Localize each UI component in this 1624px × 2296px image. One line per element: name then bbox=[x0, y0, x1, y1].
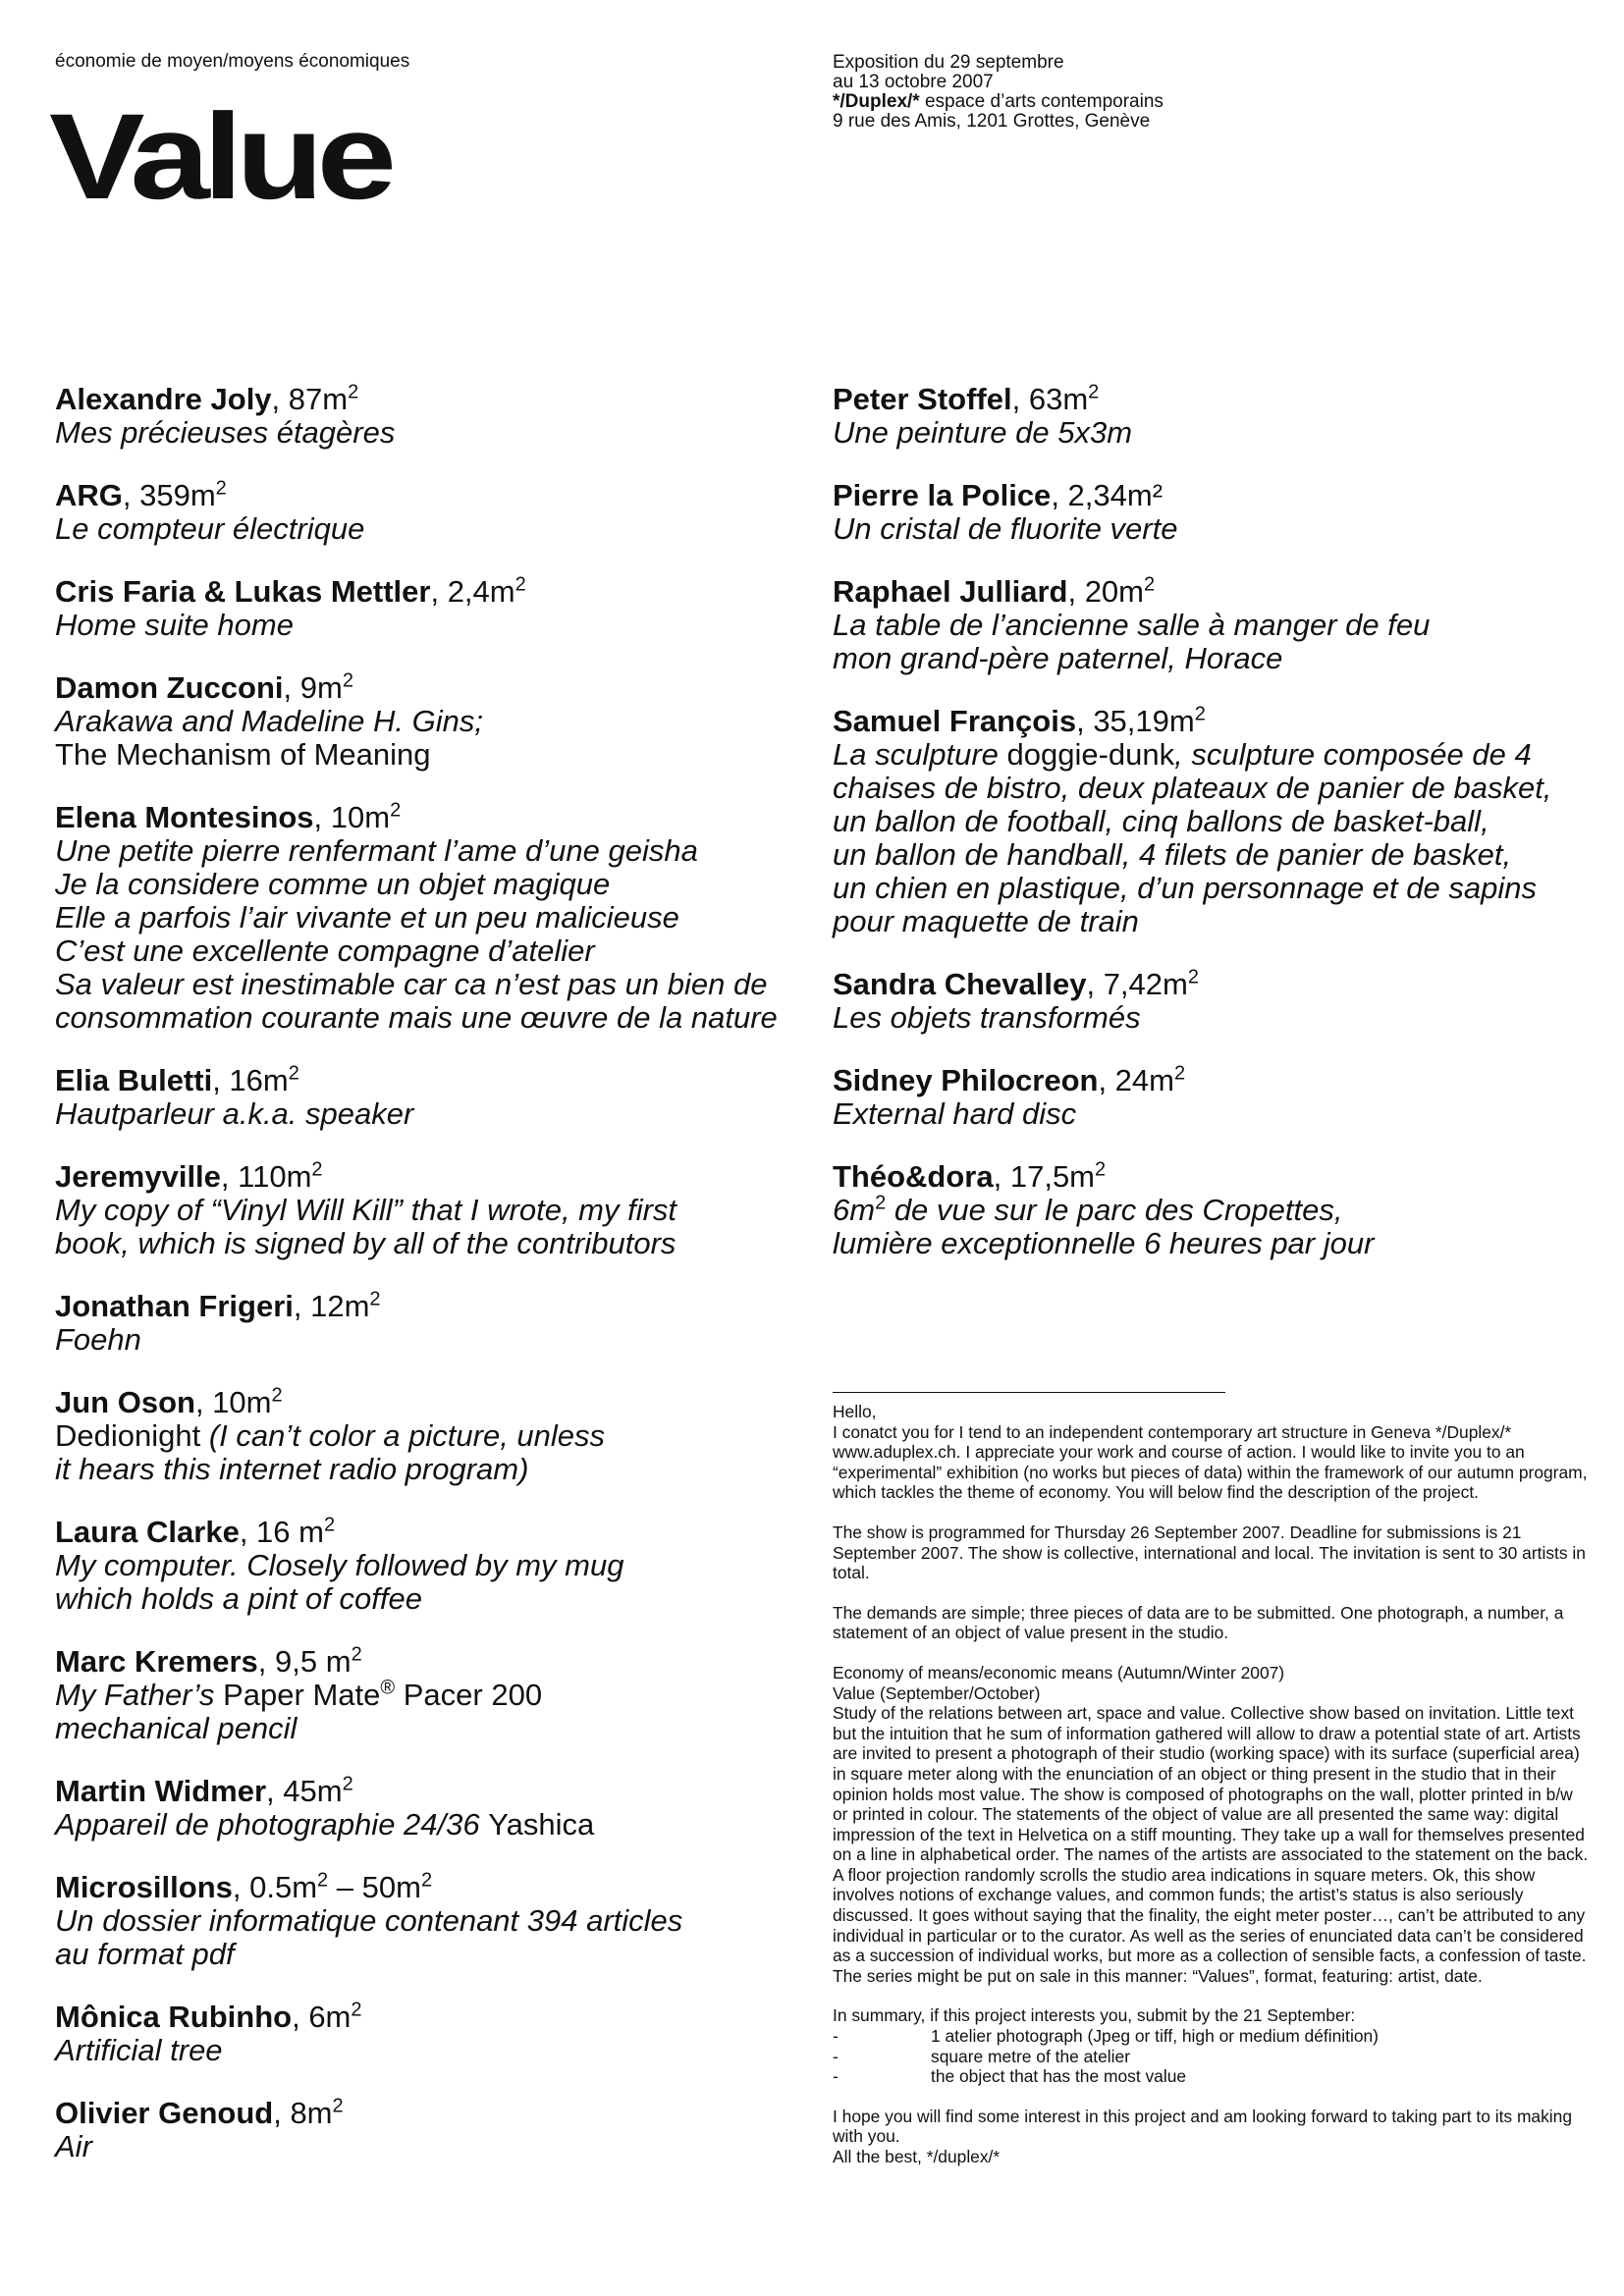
list-dash: - bbox=[833, 2046, 839, 2066]
object-line: un chien en plastique, d’un personnage et de sapins bbox=[833, 871, 1537, 905]
area-exponent: 2 bbox=[271, 1384, 283, 1407]
object-line bbox=[833, 1194, 1598, 1227]
studio-area: , 2,4m bbox=[430, 574, 515, 609]
studio-area: , 17,5m bbox=[993, 1159, 1096, 1194]
artist-name: Laura Clarke bbox=[55, 1515, 240, 1549]
venue-line-2: au 13 octobre 2007 bbox=[833, 72, 994, 92]
object-line: which holds a pint of coffee bbox=[55, 1581, 422, 1616]
area-exponent: 2 bbox=[369, 1288, 381, 1310]
object-line: pour maquette de train bbox=[833, 904, 1139, 938]
artist-name: Sidney Philocreon bbox=[833, 1063, 1099, 1097]
list-dash: - bbox=[833, 2066, 839, 2087]
artist-heading bbox=[55, 1290, 821, 1323]
area-exponent: 2 bbox=[1173, 1062, 1186, 1085]
object-line: un ballon de football, cinq ballons de basket-ball, bbox=[833, 804, 1489, 838]
artist-name: Mônica Rubinho bbox=[55, 2000, 293, 2034]
list-item bbox=[833, 2047, 1589, 2067]
artist-name: Peter Stoffel bbox=[833, 382, 1012, 416]
artist-heading bbox=[833, 968, 1598, 1001]
venue-name: */Duplex/* bbox=[833, 91, 920, 112]
artist-entry bbox=[55, 1871, 821, 1971]
artist-entry bbox=[55, 1064, 821, 1131]
studio-area: , 87m bbox=[271, 382, 349, 416]
area-exponent: 2 bbox=[1194, 703, 1206, 725]
artist-heading bbox=[55, 383, 821, 416]
artist-heading bbox=[833, 479, 1598, 512]
area-exponent: 2 bbox=[875, 1192, 887, 1214]
area-exponent: 2 bbox=[351, 1643, 362, 1666]
studio-area: , 16m bbox=[212, 1063, 289, 1097]
object-line: My computer. Closely followed by my mug bbox=[55, 1548, 624, 1582]
object-line: Home suite home bbox=[55, 608, 294, 642]
letter-summary bbox=[833, 2005, 1589, 2086]
letter-intro bbox=[833, 1402, 1589, 1503]
artist-entry bbox=[55, 2097, 821, 2163]
artist-list-right bbox=[833, 383, 1598, 1290]
object-line: it hears this internet radio program) bbox=[55, 1452, 529, 1486]
artist-list-left bbox=[55, 383, 821, 2193]
object-italic: (I can’t color a picture, unless bbox=[208, 1418, 606, 1453]
artist-heading bbox=[833, 383, 1598, 416]
venue-description: espace d’arts contemporains bbox=[919, 91, 1164, 112]
object-line: au format pdf bbox=[55, 1937, 235, 1971]
artist-entry bbox=[833, 968, 1598, 1035]
artist-entry bbox=[55, 2001, 821, 2067]
artist-name: Raphael Julliard bbox=[833, 574, 1068, 609]
object-line: Artificial tree bbox=[55, 2033, 223, 2067]
artist-heading bbox=[833, 575, 1598, 609]
object-italic: de vue sur le parc des Cropettes, bbox=[886, 1193, 1343, 1227]
object-line: Une peinture de 5x3m bbox=[833, 415, 1133, 450]
artist-heading bbox=[55, 1516, 821, 1549]
list-item bbox=[833, 2066, 1589, 2087]
object-upright: Pacer 200 bbox=[395, 1678, 543, 1712]
artist-heading bbox=[55, 1064, 821, 1097]
artist-entry bbox=[55, 479, 821, 546]
letter-description bbox=[833, 1663, 1589, 1987]
object-line: La table de l’ancienne salle à manger de feu bbox=[833, 608, 1431, 642]
object-line: un ballon de handball, 4 filets de panier de basket, bbox=[833, 837, 1512, 872]
divider bbox=[833, 1392, 1225, 1393]
artist-name: ARG bbox=[55, 478, 123, 512]
area-exponent: 2 bbox=[420, 1869, 433, 1892]
artist-heading bbox=[55, 1160, 821, 1194]
artist-heading bbox=[833, 1064, 1598, 1097]
letter-demands: The demands are simple; three pieces of data are to be submitted. One photograph, a number, a statement of an object of value present in the studio. bbox=[833, 1602, 1564, 1643]
object-line: C’est une excellente compagne d’atelier bbox=[55, 934, 595, 968]
letter-summary-text: In summary, if this project interests you, submit by the 21 September: bbox=[833, 2005, 1356, 2026]
area-exponent: 2 bbox=[351, 1999, 362, 2021]
venue-info bbox=[833, 53, 1164, 132]
object-italic: My Father’s bbox=[55, 1678, 224, 1712]
area-exponent: 2 bbox=[1088, 381, 1100, 403]
list-item-text: square metre of the atelier bbox=[931, 2046, 1130, 2066]
artist-name: Elena Montesinos bbox=[55, 800, 314, 834]
venue-line-1: Exposition du 29 septembre bbox=[833, 52, 1064, 73]
artist-name: Cris Faria & Lukas Mettler bbox=[55, 574, 431, 609]
artist-name: Jun Oson bbox=[55, 1385, 195, 1419]
artist-entry bbox=[833, 1160, 1598, 1260]
object-italic: 6m bbox=[833, 1193, 876, 1227]
studio-area: , 24m bbox=[1098, 1063, 1174, 1097]
artist-entry bbox=[55, 671, 821, 772]
list-item-text: 1 atelier photograph (Jpeg or tiff, high or medium définition) bbox=[931, 2026, 1379, 2047]
artist-entry bbox=[833, 575, 1598, 675]
artist-name: Marc Kremers bbox=[55, 1644, 258, 1679]
artist-name: Damon Zucconi bbox=[55, 670, 284, 705]
object-italic: Appareil de photographie 24/36 bbox=[55, 1807, 489, 1842]
area-exponent: 2 bbox=[1187, 966, 1199, 988]
studio-area: , 10m bbox=[313, 800, 391, 834]
area-exponent: 2 bbox=[342, 1773, 353, 1795]
letter-schedule: The show is programmed for Thursday 26 September 2007. Deadline for submissions is 21 September 2007. The show is collective, international and local. The invitation is sent to 30 artists in total. bbox=[833, 1522, 1586, 1583]
object-line bbox=[55, 1419, 821, 1453]
object-line: Les objets transformés bbox=[833, 1000, 1141, 1035]
artist-entry bbox=[833, 479, 1598, 546]
object-upright: doggie-dunk bbox=[1006, 737, 1175, 772]
artist-entry bbox=[833, 1064, 1598, 1131]
studio-area: , 12m bbox=[293, 1289, 370, 1323]
artist-name: Alexandre Joly bbox=[55, 382, 272, 416]
object-upright: Yashica bbox=[488, 1807, 595, 1842]
studio-area: , 20m bbox=[1067, 574, 1144, 609]
area-exponent: 2 bbox=[215, 477, 227, 500]
venue-address: 9 rue des Amis, 1201 Grottes, Genève bbox=[833, 111, 1151, 132]
object-italic: , sculpture composée de 4 bbox=[1174, 737, 1532, 772]
area-exponent: 2 bbox=[311, 1158, 323, 1181]
artist-heading bbox=[55, 2097, 821, 2130]
artist-heading bbox=[55, 671, 821, 705]
object-line: Un dossier informatique contenant 394 articles bbox=[55, 1903, 683, 1938]
studio-area: , 7,42m bbox=[1086, 967, 1188, 1001]
object-italic: La sculpture bbox=[833, 737, 1007, 772]
studio-area: , 2,34m² bbox=[1051, 478, 1164, 512]
artist-name: Jonathan Frigeri bbox=[55, 1289, 294, 1323]
area-exponent: 2 bbox=[288, 1062, 299, 1085]
artist-entry bbox=[55, 1290, 821, 1357]
artist-entry bbox=[55, 1386, 821, 1486]
object-line: The Mechanism of Meaning bbox=[55, 737, 431, 772]
object-line: Foehn bbox=[55, 1322, 141, 1357]
object-line: Elle a parfois l’air vivante et un peu malicieuse bbox=[55, 900, 679, 934]
letter-closing bbox=[833, 2107, 1589, 2167]
object-line: Sa valeur est inestimable car ca n’est pas un bien de bbox=[55, 967, 768, 1001]
artist-entry bbox=[55, 1645, 821, 1745]
header-subtitle: économie de moyen/moyens économiques bbox=[55, 51, 410, 72]
studio-area: , 359m bbox=[122, 478, 216, 512]
area-exponent: 2 bbox=[1095, 1158, 1107, 1181]
studio-area: , 63m bbox=[1011, 382, 1089, 416]
artist-entry bbox=[55, 801, 821, 1035]
studio-area: , 9m bbox=[283, 670, 343, 705]
object-line: Un cristal de fluorite verte bbox=[833, 511, 1178, 546]
artist-name: Martin Widmer bbox=[55, 1774, 267, 1808]
object-line: Une petite pierre renfermant l’ame d’une geisha bbox=[55, 833, 698, 868]
studio-area: , 9,5 m bbox=[257, 1644, 352, 1679]
studio-area: , 0.5m bbox=[232, 1870, 318, 1904]
studio-area: , 16 m bbox=[239, 1515, 324, 1549]
studio-area: , 110m bbox=[220, 1159, 312, 1194]
area-exponent: 2 bbox=[342, 669, 353, 692]
object-upright: Dedionight bbox=[55, 1418, 209, 1453]
artist-heading bbox=[55, 1645, 821, 1679]
studio-area-max: – 50m bbox=[328, 1870, 421, 1904]
artist-heading bbox=[833, 705, 1598, 738]
studio-area: , 8m bbox=[273, 2096, 333, 2130]
object-line: Mes précieuses étagères bbox=[55, 415, 396, 450]
artist-entry bbox=[55, 1775, 821, 1842]
artist-heading bbox=[55, 1386, 821, 1419]
letter-intro-text: Hello, I conatct you for I tend to an independent contemporary art structure in Geneva */Duplex/* www.aduplex.ch. I appreciate your work and course of action. I would like to invite you to an “experimental” exhibition (no works but pieces of data) within the framework of our autumn program, which tackles the theme of economy. You will below find the description of the project. bbox=[833, 1402, 1588, 1503]
area-exponent: 2 bbox=[317, 1869, 329, 1892]
object-line: lumière exceptionnelle 6 heures par jour bbox=[833, 1226, 1375, 1260]
artist-heading bbox=[55, 801, 821, 834]
object-line bbox=[55, 1679, 821, 1712]
area-exponent: 2 bbox=[390, 799, 402, 822]
artist-entry bbox=[833, 705, 1598, 938]
object-line: chaises de bistro, deux plateaux de panier de basket, bbox=[833, 771, 1552, 805]
artist-heading bbox=[55, 1871, 821, 1904]
object-line: Arakawa and Madeline H. Gins; bbox=[55, 704, 483, 738]
artist-name: Microsillons bbox=[55, 1870, 233, 1904]
artist-entry bbox=[55, 575, 821, 642]
studio-area: , 10m bbox=[194, 1385, 272, 1419]
artist-heading bbox=[55, 479, 821, 512]
artist-entry bbox=[55, 383, 821, 450]
artist-heading bbox=[55, 1775, 821, 1808]
object-line bbox=[833, 738, 1598, 772]
object-line: mon grand-père paternel, Horace bbox=[833, 641, 1283, 675]
letter-closing-text: I hope you will find some interest in this project and am looking forward to taking part to its making with you. All the best, */duplex/* bbox=[833, 2106, 1573, 2166]
artist-name: Jeremyville bbox=[55, 1159, 221, 1194]
studio-area: , 45m bbox=[266, 1774, 343, 1808]
artist-name: Pierre la Police bbox=[833, 478, 1052, 512]
studio-area: , 35,19m bbox=[1076, 704, 1195, 738]
artist-heading bbox=[833, 1160, 1598, 1194]
object-line: consommation courante mais une œuvre de la nature bbox=[55, 1000, 778, 1035]
studio-area: , 6m bbox=[292, 2000, 352, 2034]
registered-mark: ® bbox=[380, 1677, 396, 1699]
object-line: Hautparleur a.k.a. speaker bbox=[55, 1096, 414, 1131]
object-line: mechanical pencil bbox=[55, 1711, 298, 1745]
artist-name: Théo&dora bbox=[833, 1159, 994, 1194]
area-exponent: 2 bbox=[332, 2095, 344, 2117]
artist-name: Elia Buletti bbox=[55, 1063, 213, 1097]
artist-name: Sandra Chevalley bbox=[833, 967, 1087, 1001]
area-exponent: 2 bbox=[514, 573, 526, 596]
page-title: Value bbox=[49, 89, 390, 225]
object-line: My copy of “Vinyl Will Kill” that I wrote, my first bbox=[55, 1193, 677, 1227]
object-line: book, which is signed by all of the contributors bbox=[55, 1226, 677, 1260]
venue-name-line bbox=[833, 92, 1164, 112]
object-line bbox=[55, 1808, 821, 1842]
area-exponent: 2 bbox=[1144, 573, 1156, 596]
object-line: External hard disc bbox=[833, 1096, 1077, 1131]
letter-description-text: Economy of means/economic means (Autumn/Winter 2007) Value (September/October) Study of the relations between art, space and value. Collective show based on invitation. Little text but the intuition that he sum of information gathered will allow to draw a potential state of art. Artists are invited to present a photograph of their studio (working space) with its surface (superficial area) in square meter along with the enunciation of an object or thing present in the studio that in their opinion holds most value. The show is composed of photographs on the wall, plotter printed in b/w or printed in colour. The statements of the object of value are all presented the same way: digital impression of the text in Helvetica on a stiff mounting. They take up a wall for themselves presented on a line in alphabetical order. The names of the artists are associated to the statement on the back. A floor projection randomly scrolls the studio area indications in square meters. Ok, this show involves notions of exchange values, and common funds; the artist’s status is also seriously discussed. It goes without saying that the finality, the eight meter poster…, can’t be attributed to any individual in particular or to the curator. As well as the series of enunciated data can’t be considered as a succession of individual works, but more as a collection of sensible facts, a confession of taste. The series might be put on sale in this manner: “Values”, format, featuring: artist, date. bbox=[833, 1662, 1589, 1986]
artist-heading bbox=[55, 2001, 821, 2034]
artist-entry bbox=[833, 383, 1598, 450]
object-line: Le compteur électrique bbox=[55, 511, 365, 546]
artist-entry bbox=[55, 1160, 821, 1260]
artist-entry bbox=[55, 1516, 821, 1616]
artist-heading bbox=[55, 575, 821, 609]
object-line: Air bbox=[55, 2129, 92, 2163]
list-dash: - bbox=[833, 2026, 839, 2047]
artist-name: Samuel François bbox=[833, 704, 1077, 738]
area-exponent: 2 bbox=[323, 1514, 336, 1536]
area-exponent: 2 bbox=[348, 381, 359, 403]
artist-name: Olivier Genoud bbox=[55, 2096, 274, 2130]
invitation-letter bbox=[833, 1402, 1589, 2187]
object-upright: Paper Mate bbox=[223, 1678, 381, 1712]
list-item bbox=[833, 2026, 1589, 2047]
list-item-text: the object that has the most value bbox=[931, 2066, 1187, 2087]
object-line: Je la considere comme un objet magique bbox=[55, 867, 611, 901]
